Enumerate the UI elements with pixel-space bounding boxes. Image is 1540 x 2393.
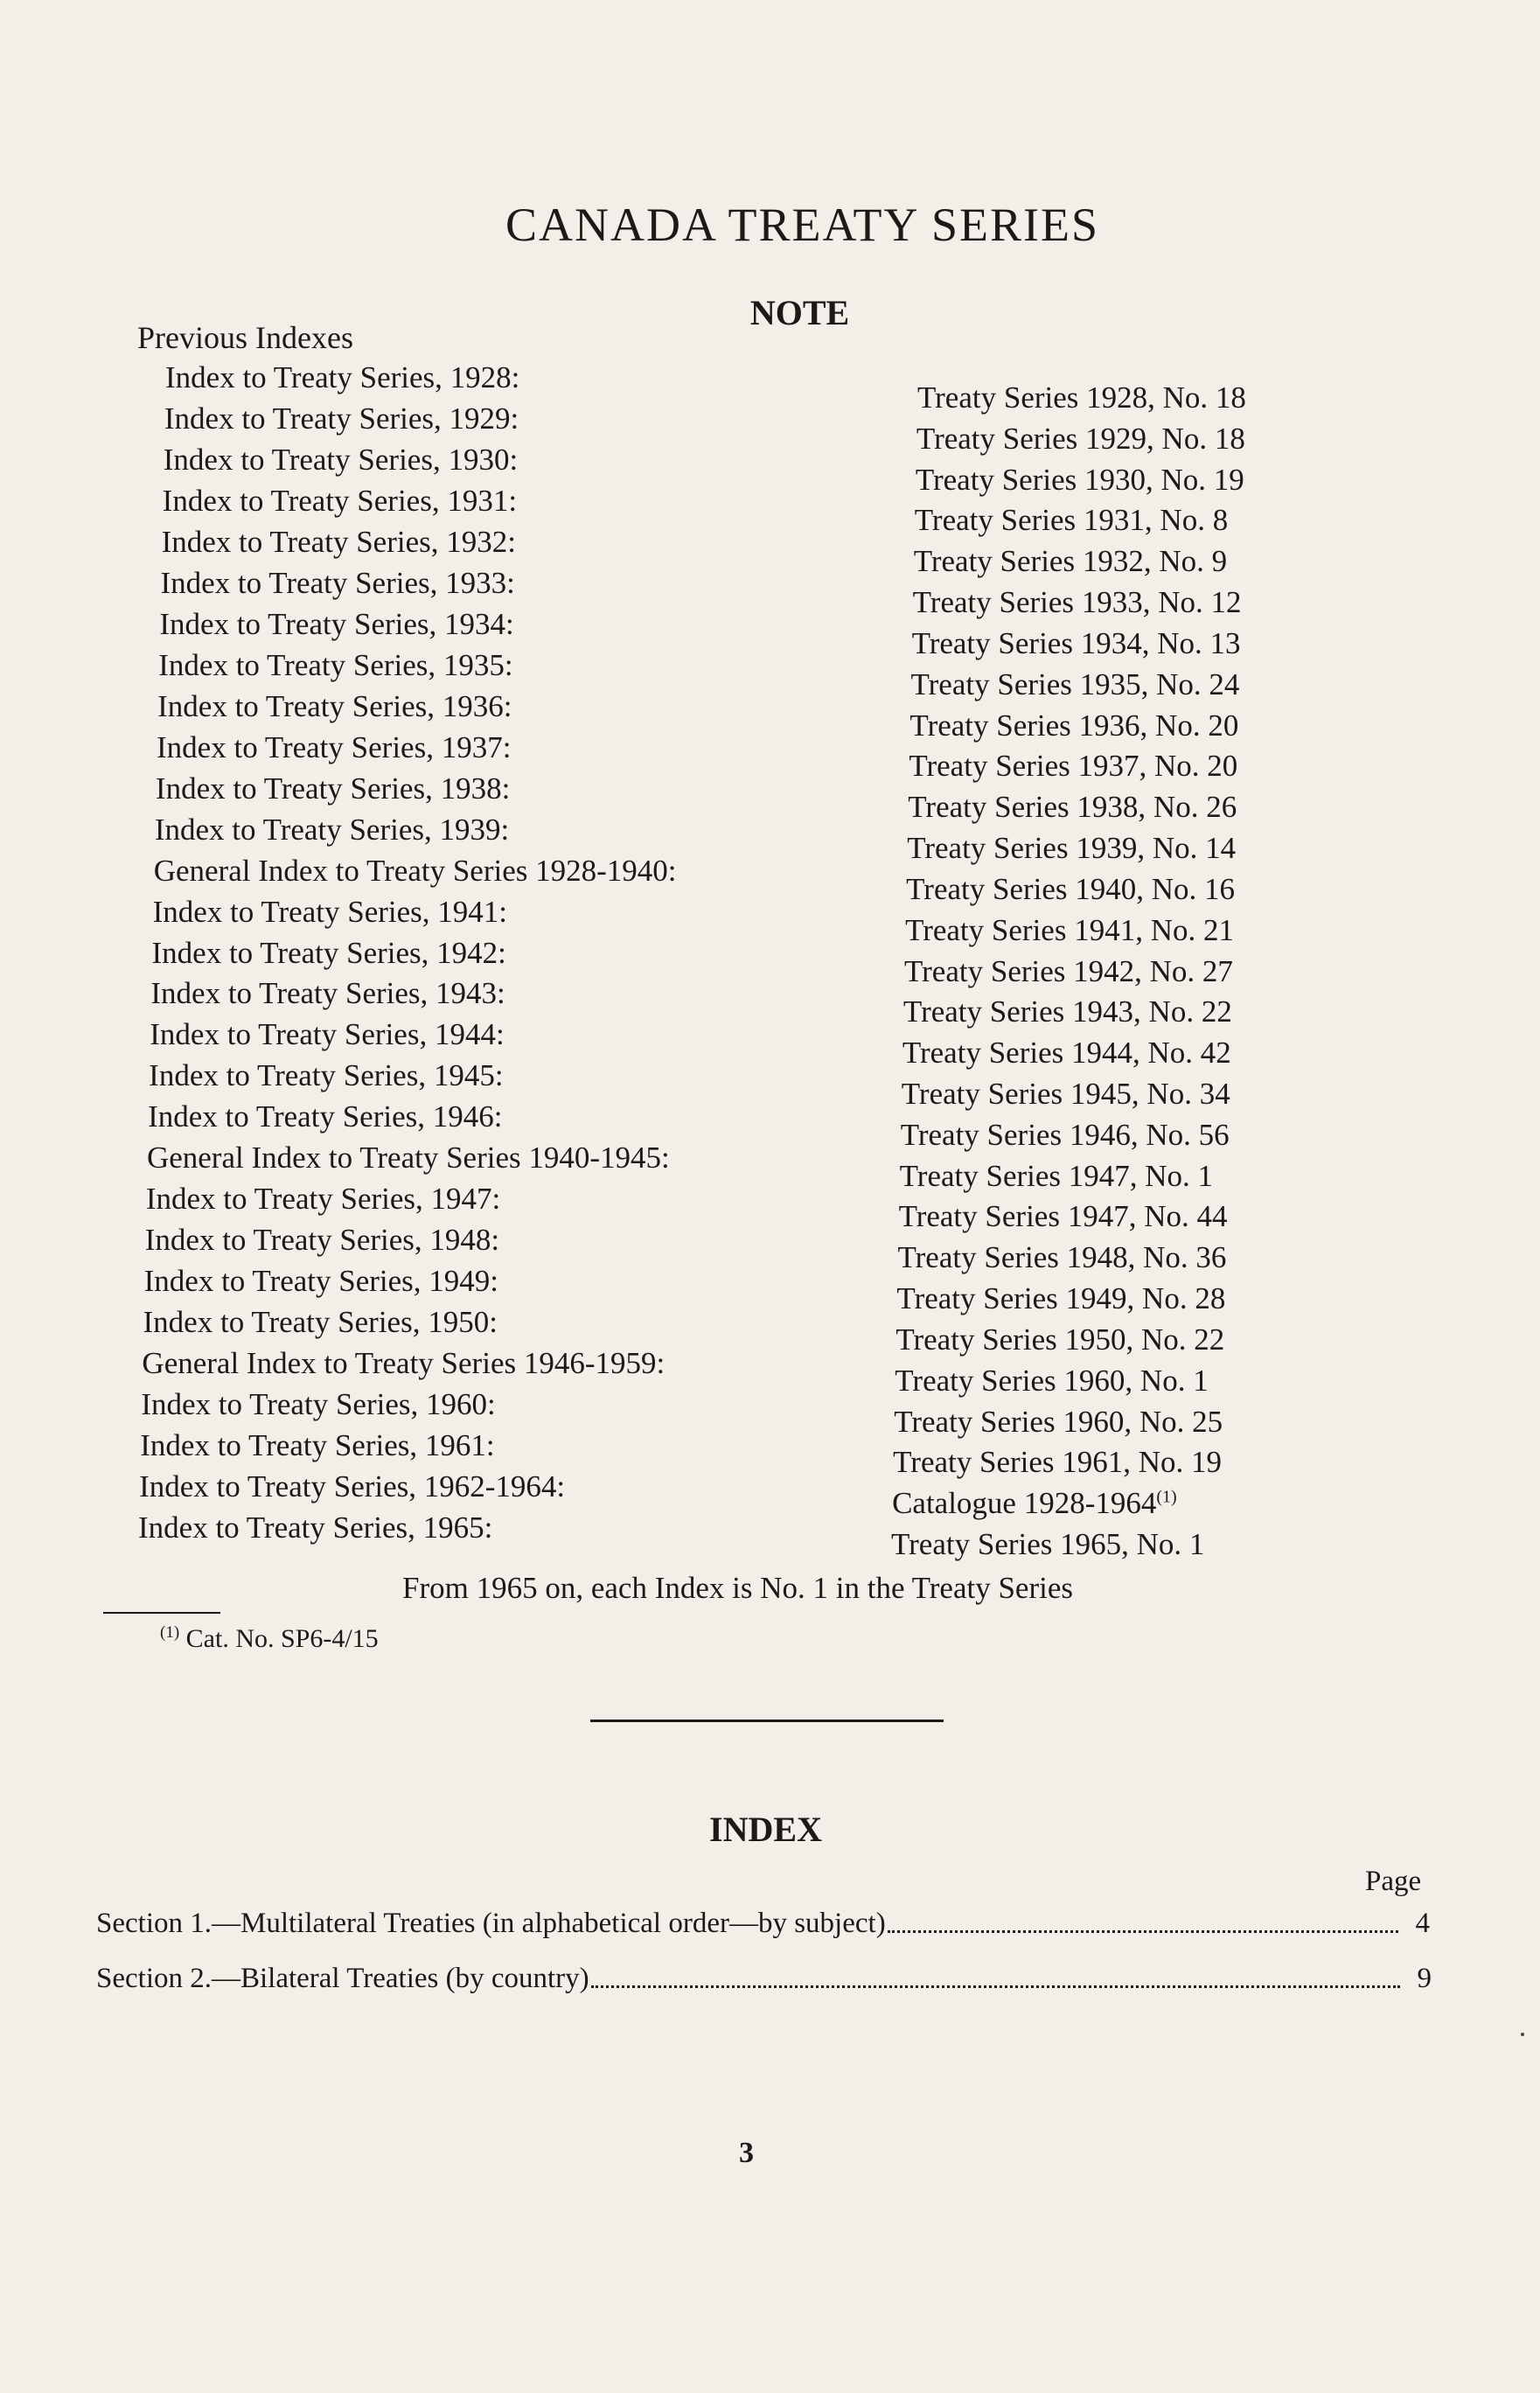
index-name: General Index to Treaty Series 1940-1945:	[146, 1141, 670, 1176]
treaty-series-reference	[894, 1405, 1223, 1440]
reference-text: Treaty Series 1928, No. 18	[917, 380, 1246, 415]
reference-text: Treaty Series 1965, No. 1	[891, 1527, 1205, 1561]
reference-text: Treaty Series 1960, No. 1	[895, 1363, 1209, 1398]
index-name: Index to Treaty Series, 1934:	[159, 606, 514, 641]
index-heading: INDEX	[709, 1810, 822, 1849]
index-name: General Index to Treaty Series 1928-1940:	[153, 853, 677, 888]
index-name: Index to Treaty Series, 1947:	[145, 1182, 501, 1217]
footnote-rule	[103, 1612, 220, 1614]
index-name: Index to Treaty Series, 1932:	[161, 524, 516, 559]
index-name: Index to Treaty Series, 1935:	[158, 647, 513, 682]
index-name: Index to Treaty Series, 1943:	[150, 976, 505, 1011]
toc-page-number: 9	[1417, 1963, 1432, 1994]
treaty-series-reference	[901, 1118, 1230, 1153]
reference-text: Treaty Series 1944, No. 42	[902, 1036, 1231, 1071]
index-name: Index to Treaty Series, 1944:	[150, 1017, 505, 1052]
index-name: Index to Treaty Series, 1965:	[138, 1510, 493, 1545]
page-title: CANADA TREATY SERIES	[505, 199, 1100, 251]
reference-text: Catalogue 1928-1964	[892, 1486, 1157, 1521]
index-name: Index to Treaty Series, 1960:	[141, 1387, 496, 1422]
reference-text: Treaty Series 1932, No. 9	[913, 544, 1228, 579]
reference-text: Treaty Series 1934, No. 13	[911, 625, 1241, 660]
reference-text: Treaty Series 1941, No. 21	[905, 912, 1234, 947]
reference-text: Treaty Series 1929, No. 18	[916, 421, 1245, 456]
index-name: Index to Treaty Series, 1933:	[160, 565, 515, 600]
toc-row-section-2[interactable]	[96, 1957, 1432, 1995]
treaty-series-reference	[900, 1159, 1213, 1194]
treaty-series-reference	[909, 749, 1237, 784]
treaty-series-reference	[898, 1240, 1227, 1275]
footnote	[160, 1623, 379, 1654]
index-name: Index to Treaty Series, 1938:	[155, 771, 511, 806]
index-name: Index to Treaty Series, 1945:	[149, 1058, 504, 1093]
treaty-series-reference	[892, 1486, 1177, 1521]
reference-text: Treaty Series 1935, No. 24	[910, 666, 1240, 701]
treaty-series-reference	[912, 626, 1241, 661]
reference-text: Treaty Series 1946, No. 56	[900, 1117, 1230, 1152]
reference-text: Treaty Series 1947, No. 44	[898, 1199, 1228, 1234]
page-number: 3	[739, 2137, 754, 2169]
reference-text: Treaty Series 1950, No. 22	[895, 1322, 1225, 1357]
treaty-series-reference	[902, 1077, 1230, 1112]
toc-label: Section 1.—Multilateral Treaties (in alphabetical order—by subject)	[96, 1908, 886, 1939]
index-name: Index to Treaty Series, 1939:	[154, 812, 510, 847]
treaty-series-reference	[907, 831, 1236, 866]
reference-text: Treaty Series 1942, No. 27	[904, 953, 1233, 988]
treaty-series-reference	[891, 1527, 1204, 1562]
toc-row-section-1[interactable]	[96, 1901, 1430, 1940]
reference-text: Treaty Series 1947, No. 1	[899, 1158, 1214, 1193]
reference-text: Treaty Series 1943, No. 22	[902, 994, 1232, 1029]
footnote-marker: (1)	[1156, 1487, 1177, 1507]
reference-text: Treaty Series 1949, No. 28	[896, 1281, 1226, 1316]
previous-indexes-label: Previous Indexes	[137, 320, 353, 355]
treaty-series-reference	[902, 1036, 1231, 1071]
reference-text: Treaty Series 1933, No. 12	[912, 585, 1242, 620]
index-name: Index to Treaty Series, 1962-1964:	[139, 1469, 566, 1504]
footnote-marker: (1)	[160, 1623, 180, 1642]
index-name: Index to Treaty Series, 1950:	[143, 1305, 498, 1340]
toc-leader-dots	[888, 1930, 1398, 1933]
treaty-series-reference	[895, 1364, 1208, 1399]
treaty-series-reference	[905, 913, 1234, 948]
treaty-series-reference	[895, 1322, 1224, 1357]
note-heading: NOTE	[749, 293, 850, 332]
index-name: Index to Treaty Series, 1928:	[165, 360, 520, 394]
index-name: Index to Treaty Series, 1936:	[157, 688, 512, 723]
treaty-series-reference	[896, 1281, 1225, 1316]
treaty-series-reference	[916, 463, 1244, 498]
reference-text: Treaty Series 1945, No. 34	[901, 1076, 1230, 1111]
reference-text: Treaty Series 1939, No. 14	[907, 831, 1237, 866]
toc-page-number: 4	[1415, 1908, 1430, 1939]
index-name: Index to Treaty Series, 1961:	[140, 1428, 495, 1463]
reference-text: Treaty Series 1948, No. 36	[897, 1240, 1227, 1275]
treaty-series-reference	[914, 544, 1227, 579]
treaty-series-reference	[909, 708, 1238, 743]
treaty-series-reference	[915, 503, 1228, 538]
reference-text: Treaty Series 1931, No. 8	[914, 503, 1229, 538]
treaty-series-reference	[904, 954, 1233, 989]
reference-text: Treaty Series 1937, No. 20	[909, 749, 1238, 784]
reference-text: Treaty Series 1960, No. 25	[894, 1404, 1223, 1439]
index-name: Index to Treaty Series, 1941:	[152, 894, 507, 929]
footnote-text: Cat. No. SP6-4/15	[185, 1624, 379, 1653]
paper-speck	[1521, 2033, 1524, 2036]
note-footer: From 1965 on, each Index is No. 1 in the Treaty Series	[402, 1571, 1073, 1605]
treaty-series-reference	[917, 380, 1246, 415]
reference-text: Treaty Series 1961, No. 19	[893, 1445, 1223, 1480]
page-column-label: Page	[1365, 1866, 1422, 1897]
treaty-series-reference	[903, 994, 1232, 1029]
index-name: Index to Treaty Series, 1929:	[164, 401, 519, 436]
index-name: Index to Treaty Series, 1949:	[143, 1264, 499, 1299]
index-name: Index to Treaty Series, 1931:	[162, 483, 518, 518]
index-name: Index to Treaty Series, 1946:	[148, 1099, 503, 1134]
section-divider	[590, 1720, 944, 1722]
reference-text: Treaty Series 1930, No. 19	[915, 462, 1244, 497]
treaty-series-reference	[911, 667, 1240, 702]
reference-text: Treaty Series 1936, No. 20	[909, 708, 1239, 743]
treaty-series-reference	[916, 422, 1245, 457]
index-name: Index to Treaty Series, 1937:	[157, 729, 512, 764]
treaty-series-reference	[908, 790, 1237, 825]
reference-text: Treaty Series 1940, No. 16	[906, 871, 1236, 906]
treaty-series-reference	[913, 585, 1242, 620]
index-name: Index to Treaty Series, 1930:	[163, 442, 519, 477]
reference-text: Treaty Series 1938, No. 26	[908, 790, 1237, 825]
treaty-series-reference	[906, 872, 1235, 907]
index-name: Index to Treaty Series, 1942:	[151, 935, 506, 970]
index-name: General Index to Treaty Series 1946-1959:	[142, 1346, 665, 1381]
treaty-series-reference	[893, 1445, 1222, 1480]
index-name: Index to Treaty Series, 1948:	[144, 1223, 500, 1258]
treaty-series-reference	[899, 1199, 1228, 1234]
toc-leader-dots	[591, 1985, 1400, 1988]
toc-label: Section 2.—Bilateral Treaties (by country)	[96, 1963, 589, 1994]
